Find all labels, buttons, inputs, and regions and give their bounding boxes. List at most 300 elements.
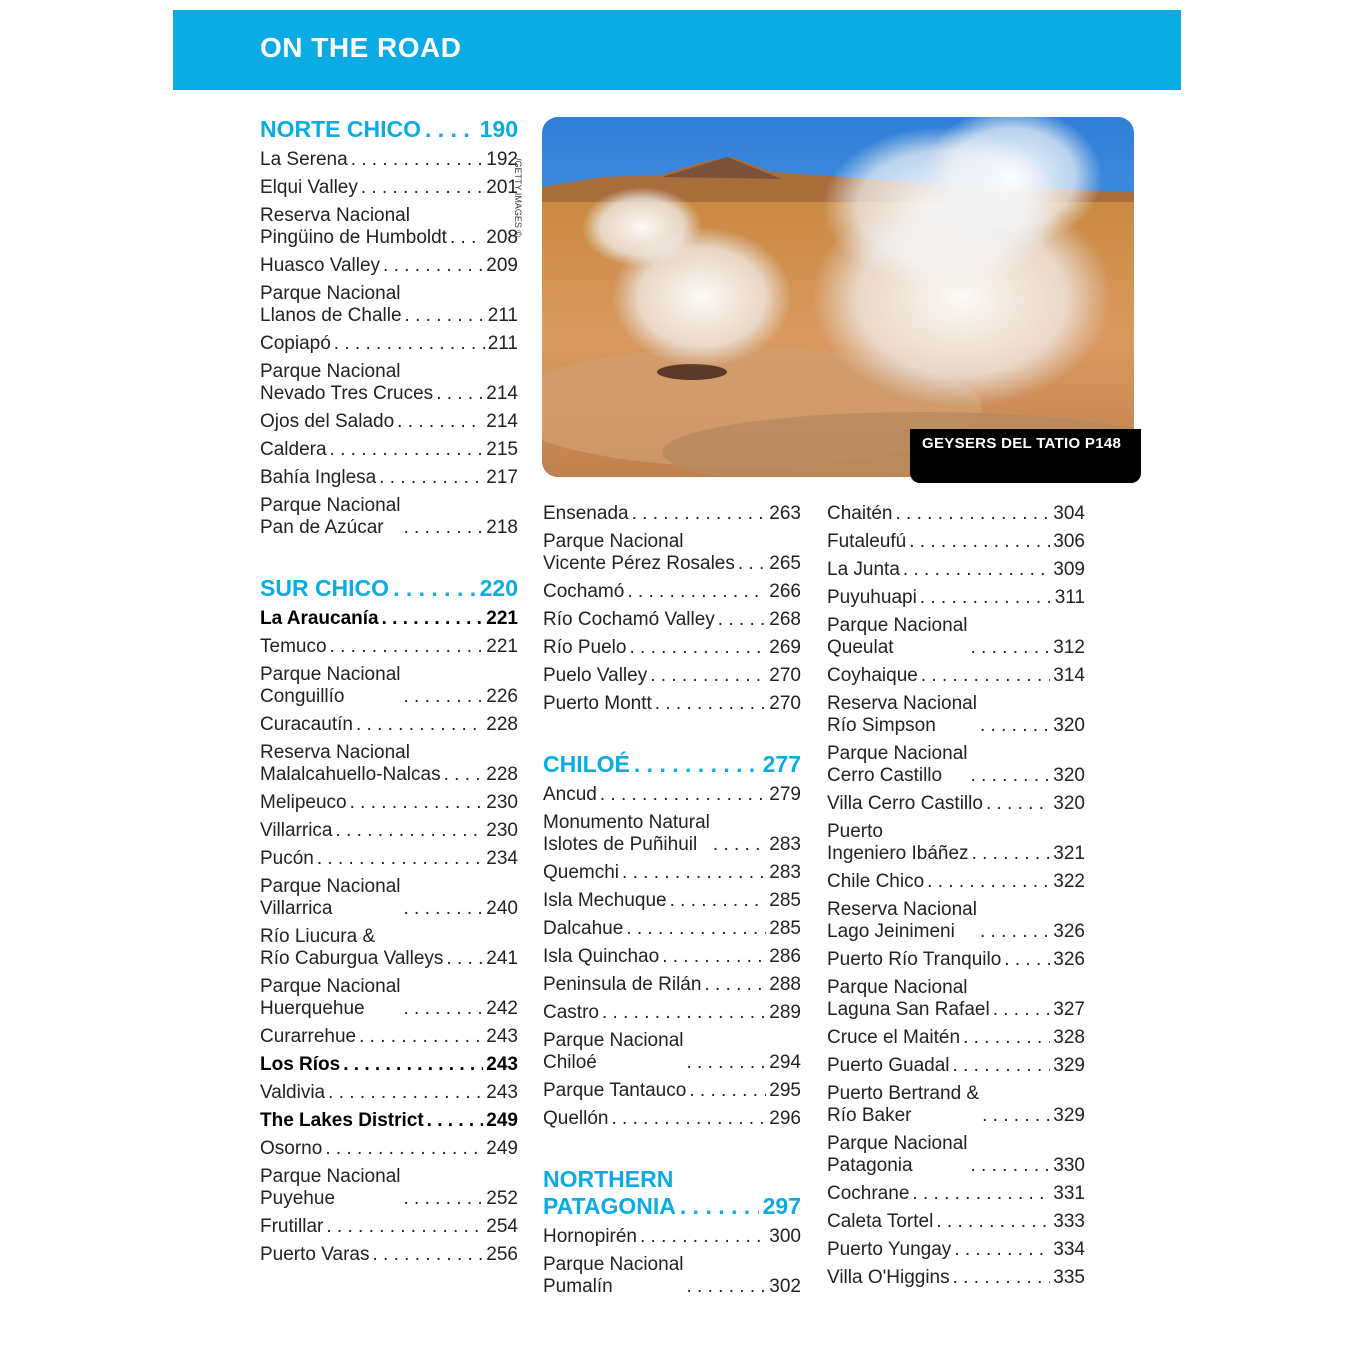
toc-entry-page: 306 xyxy=(1053,531,1085,552)
dot-leader xyxy=(655,693,767,715)
dot-leader xyxy=(640,1226,766,1248)
toc-entry-name: La Araucanía xyxy=(260,608,379,629)
dot-leader xyxy=(361,177,483,199)
toc-entry[interactable] xyxy=(827,615,1085,659)
toc-entry-page: 321 xyxy=(1053,843,1085,864)
dot-leader xyxy=(356,714,483,736)
toc-entry-page: 221 xyxy=(486,636,518,657)
toc-entry-page: 243 xyxy=(486,1054,518,1075)
dot-leader xyxy=(686,1052,766,1074)
toc-entry-name: Parque Nacional Puyehue xyxy=(260,1166,401,1209)
toc-entry-page: 215 xyxy=(486,439,518,460)
toc-entry-name: Coyhaique xyxy=(827,665,918,686)
dot-leader xyxy=(626,918,766,940)
toc-entry-page: 208 xyxy=(486,227,518,248)
dot-leader xyxy=(330,636,484,658)
dot-leader xyxy=(359,1026,483,1048)
dot-leader xyxy=(383,255,483,277)
toc-entry-name: La Junta xyxy=(827,559,900,580)
toc-entry-name: Isla Quinchao xyxy=(543,946,660,967)
toc-entry-page: 283 xyxy=(769,862,801,883)
dot-leader xyxy=(600,784,766,806)
dot-leader xyxy=(686,1276,766,1298)
toc-entry-page: 285 xyxy=(769,890,801,911)
dot-leader xyxy=(963,1027,1050,1049)
toc-entry-name: Reserva Nacional Malalcahuello-Nalcas xyxy=(260,742,441,785)
dot-leader xyxy=(405,305,485,327)
toc-entry[interactable] xyxy=(543,503,801,525)
toc-entry[interactable] xyxy=(827,899,1085,943)
toc-entry[interactable] xyxy=(827,949,1085,971)
dot-leader xyxy=(980,715,1050,737)
toc-column-3 xyxy=(827,503,1085,1295)
toc-entry[interactable] xyxy=(543,1080,801,1102)
dot-leader xyxy=(970,637,1050,659)
dot-leader xyxy=(650,665,766,687)
toc-entry-name: Ensenada xyxy=(543,503,629,524)
dot-leader xyxy=(334,333,485,355)
dot-leader xyxy=(689,1080,766,1102)
toc-entry[interactable] xyxy=(260,149,518,171)
page-title: ON THE ROAD xyxy=(260,32,462,63)
toc-entry-page: 269 xyxy=(769,637,801,658)
dot-leader xyxy=(912,1183,1050,1205)
toc-entry[interactable] xyxy=(543,918,801,940)
toc-entry-page: 252 xyxy=(486,1188,518,1209)
dot-leader xyxy=(927,871,1050,893)
dot-leader xyxy=(403,998,483,1020)
section-heading-norte-chico[interactable]: NORTE CHICO . . . 190 xyxy=(260,116,518,143)
toc-entry-name: Parque Nacional Cerro Castillo xyxy=(827,743,968,786)
toc-entry-name: Temuco xyxy=(260,636,327,657)
toc-entry-page: 320 xyxy=(1053,793,1085,814)
toc-entry-name: Parque Nacional Vicente Pérez Rosales xyxy=(543,531,735,574)
toc-entry[interactable] xyxy=(543,637,801,659)
geysers-photo xyxy=(542,117,1134,477)
toc-entry-page: 314 xyxy=(1053,665,1085,686)
toc-entry-page: 285 xyxy=(769,918,801,939)
dot-leader xyxy=(909,531,1050,553)
toc-entry[interactable] xyxy=(827,743,1085,787)
toc-entry-name: Monumento Natural Islotes de Puñihuil xyxy=(543,812,710,855)
toc-entry-page: 249 xyxy=(486,1110,518,1131)
toc-entry[interactable] xyxy=(827,587,1085,609)
toc-column-1 xyxy=(260,116,518,1272)
toc-entry-page: 326 xyxy=(1053,921,1085,942)
toc-entry-page: 329 xyxy=(1053,1105,1085,1126)
toc-entry[interactable] xyxy=(543,974,801,996)
toc-entry-name: Reserva Nacional Lago Jeinimeni xyxy=(827,899,977,942)
toc-entry-name: Dalcahue xyxy=(543,918,624,939)
toc-entry-page: 226 xyxy=(486,686,518,707)
toc-entry-name: Parque Nacional Patagonia xyxy=(827,1133,968,1176)
toc-entry[interactable] xyxy=(260,1082,518,1104)
toc-entry[interactable] xyxy=(260,976,518,1020)
dot-leader xyxy=(450,227,483,249)
toc-entry[interactable] xyxy=(827,1083,1085,1127)
toc-entry-name: Puerto Guadal xyxy=(827,1055,950,1076)
dot-leader xyxy=(903,559,1050,581)
dot-leader xyxy=(436,383,483,405)
chiloe-entries xyxy=(543,784,801,1130)
dot-leader xyxy=(921,665,1050,687)
toc-entry-name: Chile Chico xyxy=(827,871,925,892)
section-heading-chiloe[interactable]: CHILOÉ . . . 277 xyxy=(543,751,801,778)
photo-caption: GEYSERS DEL TATIO P148 xyxy=(910,429,1141,483)
dot-leader xyxy=(446,948,483,970)
toc-entry-name: Parque Nacional Conguillío xyxy=(260,664,401,707)
dot-leader xyxy=(632,503,767,525)
dot-leader xyxy=(328,1082,483,1104)
toc-entry-name: Caleta Tortel xyxy=(827,1211,934,1232)
toc-entry-name: Reserva Nacional Pingüino de Humboldt xyxy=(260,205,447,248)
toc-entry[interactable] xyxy=(260,439,518,461)
dot-leader xyxy=(953,1055,1051,1077)
toc-entry[interactable] xyxy=(260,714,518,736)
toc-entry-page: 256 xyxy=(486,1244,518,1265)
toc-entry-name: La Serena xyxy=(260,149,348,170)
toc-entry-name: Parque Nacional Pumalín xyxy=(543,1254,684,1297)
toc-entry[interactable] xyxy=(260,636,518,658)
toc-entry-name: Los Ríos xyxy=(260,1054,341,1075)
toc-entry-page: 322 xyxy=(1053,871,1085,892)
toc-entry[interactable] xyxy=(827,1239,1085,1261)
toc-entry-page: 243 xyxy=(486,1082,518,1103)
toc-entry-page: 192 xyxy=(486,149,518,170)
toc-entry-name: Río Liucura & Río Caburgua Valleys xyxy=(260,926,444,969)
dot-leader xyxy=(718,609,767,631)
toc-entry[interactable] xyxy=(260,1110,518,1132)
toc-column-2 xyxy=(543,503,801,1304)
toc-entry-page: 240 xyxy=(486,898,518,919)
dot-leader xyxy=(982,1105,1050,1127)
toc-entry[interactable] xyxy=(827,793,1085,815)
northern-patagonia-continued-entries xyxy=(827,503,1085,1289)
toc-entry[interactable] xyxy=(827,1183,1085,1205)
toc-entry-page: 304 xyxy=(1053,503,1085,524)
toc-entry[interactable] xyxy=(827,559,1085,581)
toc-entry-page: 320 xyxy=(1053,765,1085,786)
toc-entry-page: 312 xyxy=(1053,637,1085,658)
dot-leader xyxy=(953,1267,1051,1289)
toc-entry-page: 295 xyxy=(769,1080,801,1101)
toc-entry-page: 234 xyxy=(486,848,518,869)
dot-leader xyxy=(936,1211,1050,1233)
dot-leader xyxy=(980,921,1050,943)
toc-entry[interactable] xyxy=(260,742,518,786)
norte-chico-entries xyxy=(260,149,518,539)
toc-entry[interactable] xyxy=(543,693,801,715)
toc-entry-page: 294 xyxy=(769,1052,801,1073)
toc-entry-page: 263 xyxy=(769,503,801,524)
dot-leader xyxy=(629,637,766,659)
toc-entry[interactable] xyxy=(827,1267,1085,1289)
dot-leader xyxy=(317,848,483,870)
toc-entry[interactable] xyxy=(260,876,518,920)
section-heading-sur-chico[interactable]: SUR CHICO . . . 220 xyxy=(260,575,518,602)
toc-entry-name: Parque Nacional Pan de Azúcar xyxy=(260,495,401,538)
toc-entry-name: Huasco Valley xyxy=(260,255,381,276)
toc-entry[interactable] xyxy=(827,1133,1085,1177)
toc-entry-page: 334 xyxy=(1053,1239,1085,1260)
dot-leader xyxy=(986,793,1050,815)
section-header-bar xyxy=(173,10,1181,90)
toc-entry[interactable] xyxy=(260,361,518,405)
toc-entry-name: Villa O'Higgins xyxy=(827,1267,950,1288)
toc-entry-page: 241 xyxy=(486,948,518,969)
toc-entry[interactable] xyxy=(260,283,518,327)
northern-patagonia-entries xyxy=(543,1226,801,1298)
dot-leader xyxy=(622,862,766,884)
toc-entry-name: Bahía Inglesa xyxy=(260,467,377,488)
toc-entry-name: Parque Nacional Llanos de Challe xyxy=(260,283,402,326)
toc-entry[interactable] xyxy=(260,848,518,870)
toc-entry[interactable] xyxy=(260,1216,518,1238)
toc-entry-page: 300 xyxy=(769,1226,801,1247)
toc-entry-name: Villa Cerro Castillo xyxy=(827,793,983,814)
toc-entry[interactable] xyxy=(827,665,1085,687)
toc-entry[interactable] xyxy=(827,871,1085,893)
dot-leader xyxy=(350,792,484,814)
toc-entry-page: 211 xyxy=(487,305,518,326)
toc-entry-name: Parque Nacional Chiloé xyxy=(543,1030,684,1073)
toc-entry-name: Parque Nacional Huerquehue xyxy=(260,976,401,1019)
toc-entry-page: 330 xyxy=(1053,1155,1085,1176)
toc-entry-page: 288 xyxy=(769,974,801,995)
section-heading-northern-patagonia[interactable]: NORTHERN PATAGONIA . . . 297 xyxy=(543,1166,801,1220)
toc-entry-name: Curacautín xyxy=(260,714,353,735)
toc-entry-name: Parque Nacional Villarrica xyxy=(260,876,401,919)
toc-entry-page: 289 xyxy=(769,1002,801,1023)
sur-chico-entries xyxy=(260,608,518,1266)
toc-entry-page: 309 xyxy=(1053,559,1085,580)
toc-entry-name: Ancud xyxy=(543,784,597,805)
toc-entry[interactable] xyxy=(543,531,801,575)
dot-leader xyxy=(970,765,1050,787)
toc-entry-name: Osorno xyxy=(260,1138,323,1159)
dot-leader xyxy=(330,439,484,461)
dot-leader xyxy=(403,686,483,708)
dot-leader xyxy=(379,467,483,489)
toc-entry[interactable] xyxy=(260,1026,518,1048)
toc-entry-name: Cruce el Maitén xyxy=(827,1027,961,1048)
toc-entry[interactable] xyxy=(260,411,518,433)
toc-entry-page: 228 xyxy=(486,764,518,785)
toc-entry-page: 242 xyxy=(486,998,518,1019)
dot-leader xyxy=(1004,949,1050,971)
toc-entry[interactable] xyxy=(827,821,1085,865)
lakes-district-continued-entries xyxy=(543,503,801,715)
toc-entry[interactable] xyxy=(543,1254,801,1298)
toc-entry-name: Reserva Nacional Río Simpson xyxy=(827,693,977,736)
toc-entry-page: 270 xyxy=(769,693,801,714)
toc-entry[interactable] xyxy=(827,503,1085,525)
toc-entry-page: 254 xyxy=(486,1216,518,1237)
toc-entry-page: 311 xyxy=(1054,587,1085,608)
toc-entry-name: Chaitén xyxy=(827,503,893,524)
toc-entry-name: Elqui Valley xyxy=(260,177,358,198)
dot-leader xyxy=(336,820,484,842)
toc-entry[interactable] xyxy=(543,1002,801,1024)
dot-leader xyxy=(738,553,766,575)
toc-entry-name: Hornopirén xyxy=(543,1226,637,1247)
dot-leader xyxy=(920,587,1052,609)
toc-entry-page: 228 xyxy=(486,714,518,735)
toc-entry-name: Puerto Bertrand & Río Baker xyxy=(827,1083,980,1126)
dot-leader xyxy=(444,764,484,786)
toc-entry-page: 249 xyxy=(486,1138,518,1159)
toc-entry-name: Puerto Río Tranquilo xyxy=(827,949,1002,970)
toc-entry-name: Futaleufú xyxy=(827,531,907,552)
toc-entry-name: Parque Nacional Laguna San Rafael xyxy=(827,977,990,1020)
dot-leader xyxy=(403,517,483,539)
toc-entry-name: The Lakes District xyxy=(260,1110,424,1131)
toc-entry[interactable] xyxy=(260,792,518,814)
dot-leader xyxy=(972,843,1051,865)
toc-entry[interactable] xyxy=(260,177,518,199)
toc-entry[interactable] xyxy=(543,665,801,687)
toc-entry[interactable] xyxy=(260,205,518,249)
toc-entry-page: 320 xyxy=(1053,715,1085,736)
toc-entry-name: Puelo Valley xyxy=(543,665,648,686)
dot-leader xyxy=(993,999,1051,1021)
toc-entry-name: Isla Mechuque xyxy=(543,890,667,911)
toc-entry-name: Río Cochamó Valley xyxy=(543,609,715,630)
toc-entry-name: Puerto Varas xyxy=(260,1244,370,1265)
toc-entry[interactable] xyxy=(543,581,801,603)
dot-leader xyxy=(627,581,766,603)
toc-entry[interactable] xyxy=(260,255,518,277)
toc-entry-name: Valdivia xyxy=(260,1082,326,1103)
toc-entry[interactable] xyxy=(543,1226,801,1248)
dot-leader xyxy=(403,898,483,920)
toc-entry-page: 335 xyxy=(1053,1267,1085,1288)
toc-entry-name: Villarrica xyxy=(260,820,333,841)
toc-entry[interactable] xyxy=(260,608,518,630)
toc-entry-page: 217 xyxy=(486,467,518,488)
toc-entry-name: Quellón xyxy=(543,1108,609,1129)
toc-entry-name: Parque Tantauco xyxy=(543,1080,687,1101)
dot-leader xyxy=(372,1244,483,1266)
dot-leader xyxy=(351,149,484,171)
dot-leader xyxy=(713,834,766,856)
toc-entry-page: 329 xyxy=(1053,1055,1085,1076)
toc-entry-page: 327 xyxy=(1053,999,1085,1020)
toc-entry-page: 328 xyxy=(1053,1027,1085,1048)
toc-entry-name: Río Puelo xyxy=(543,637,627,658)
dot-leader xyxy=(326,1216,483,1238)
toc-entry-name: Pucón xyxy=(260,848,314,869)
toc-entry-page: 230 xyxy=(486,792,518,813)
toc-entry-page: 296 xyxy=(769,1108,801,1129)
toc-entry-page: 201 xyxy=(486,177,518,198)
toc-entry-page: 283 xyxy=(769,834,801,855)
toc-entry-page: 270 xyxy=(769,665,801,686)
toc-entry[interactable] xyxy=(827,531,1085,553)
toc-entry[interactable] xyxy=(827,693,1085,737)
toc-entry-name: Parque Nacional Nevado Tres Cruces xyxy=(260,361,434,404)
dot-leader xyxy=(704,974,766,996)
toc-entry[interactable] xyxy=(827,1027,1085,1049)
toc-entry-name: Puerto Montt xyxy=(543,693,652,714)
toc-entry[interactable] xyxy=(260,820,518,842)
toc-entry-name: Parque Nacional Queulat xyxy=(827,615,968,658)
toc-entry-name: Peninsula de Rilán xyxy=(543,974,702,995)
toc-entry[interactable] xyxy=(543,609,801,631)
toc-entry-page: 214 xyxy=(486,411,518,432)
toc-entry-name: Puyuhuapi xyxy=(827,587,917,608)
toc-entry-page: 302 xyxy=(769,1276,801,1297)
dot-leader xyxy=(382,608,484,630)
toc-entry-name: Puerto Yungay xyxy=(827,1239,952,1260)
dot-leader xyxy=(397,411,483,433)
dot-leader xyxy=(325,1138,483,1160)
toc-entry[interactable] xyxy=(543,1030,801,1074)
toc-entry[interactable] xyxy=(260,467,518,489)
toc-entry-name: Puerto Ingeniero Ibáñez xyxy=(827,821,969,864)
dot-leader xyxy=(970,1155,1050,1177)
dot-leader xyxy=(403,1188,483,1210)
toc-entry[interactable] xyxy=(543,946,801,968)
toc-entry-page: 211 xyxy=(487,333,518,354)
dot-leader xyxy=(343,1054,483,1076)
dot-leader xyxy=(670,890,767,912)
toc-entry[interactable] xyxy=(260,664,518,708)
dot-leader xyxy=(427,1110,484,1132)
toc-entry-page: 218 xyxy=(486,517,518,538)
toc-entry[interactable] xyxy=(543,862,801,884)
toc-entry[interactable] xyxy=(260,1244,518,1266)
dot-leader xyxy=(954,1239,1050,1261)
toc-entry-name: Cochamó xyxy=(543,581,625,602)
toc-entry[interactable] xyxy=(260,926,518,970)
toc-entry-name: Curarrehue xyxy=(260,1026,357,1047)
toc-entry-name: Melipeuco xyxy=(260,792,347,813)
toc-entry-page: 230 xyxy=(486,820,518,841)
toc-entry-page: 286 xyxy=(769,946,801,967)
toc-entry-page: 221 xyxy=(486,608,518,629)
toc-entry[interactable] xyxy=(260,1138,518,1160)
toc-entry[interactable] xyxy=(543,784,801,806)
toc-entry-name: Castro xyxy=(543,1002,599,1023)
toc-entry[interactable] xyxy=(543,812,801,856)
toc-entry-page: 279 xyxy=(769,784,801,805)
dot-leader xyxy=(662,946,766,968)
toc-entry-page: 214 xyxy=(486,383,518,404)
toc-entry-page: 331 xyxy=(1053,1183,1085,1204)
toc-entry[interactable] xyxy=(260,1166,518,1210)
toc-entry-name: Caldera xyxy=(260,439,327,460)
toc-entry[interactable] xyxy=(827,977,1085,1021)
toc-entry[interactable] xyxy=(543,1108,801,1130)
toc-entry[interactable] xyxy=(260,333,518,355)
toc-entry-name: Copiapó xyxy=(260,333,331,354)
toc-entry-name: Quemchi xyxy=(543,862,620,883)
toc-entry-name: Frutillar xyxy=(260,1216,324,1237)
toc-entry-name: Cochrane xyxy=(827,1183,910,1204)
toc-entry-page: 243 xyxy=(486,1026,518,1047)
toc-entry-page: 265 xyxy=(769,553,801,574)
toc-entry-name: Ojos del Salado xyxy=(260,411,395,432)
toc-entry[interactable] xyxy=(827,1211,1085,1233)
toc-entry[interactable] xyxy=(543,890,801,912)
photo-credit: /GETTY IMAGES © xyxy=(513,158,523,237)
toc-entry-page: 333 xyxy=(1053,1211,1085,1232)
toc-entry[interactable] xyxy=(827,1055,1085,1077)
toc-entry[interactable] xyxy=(260,495,518,539)
toc-entry[interactable] xyxy=(260,1054,518,1076)
dot-leader xyxy=(896,503,1051,525)
